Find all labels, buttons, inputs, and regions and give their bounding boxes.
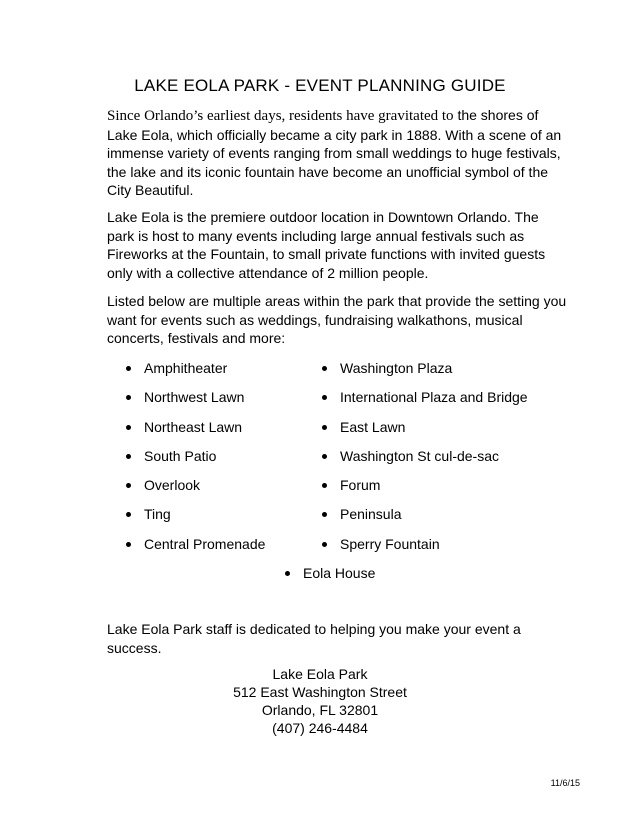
list-item: Northeast Lawn	[126, 418, 265, 447]
intro-serif-text: Since Orlando’s earliest days, residents have gravitated to	[107, 108, 454, 124]
list-item: Washington St cul-de-sac	[322, 447, 528, 476]
list-item-center: Eola House	[285, 564, 375, 582]
list-item: South Patio	[126, 447, 265, 476]
intro-text: the shores of Lake Eola, which officially became a city park in 1888. With a scene of an immense variety of events ranging from small weddings to huge festivals, the lake and its iconic fountain have become an unofficial symbol of the City Beautiful.	[107, 107, 562, 198]
list-item: Sperry Fountain	[322, 535, 528, 564]
contact-address	[0, 665, 640, 737]
document-title: LAKE EOLA PARK - EVENT PLANNING GUIDE	[134, 76, 506, 95]
list-item: East Lawn	[322, 418, 528, 447]
list-item: Forum	[322, 476, 528, 505]
list-item: Northwest Lawn	[126, 388, 265, 417]
areas-intro-paragraph: Listed below are multiple areas within the park that provide the setting you want for events such as weddings, fundraising walkathons, musical concerts, festivals and more:	[107, 293, 567, 346]
list-item: Central Promenade	[126, 535, 265, 564]
address-phone: (407) 246-4484	[272, 720, 368, 736]
list-item: Peninsula	[322, 505, 528, 534]
closing-statement: Lake Eola Park staff is dedicated to helping you make your event a success.	[107, 621, 521, 656]
list-item: Ting	[126, 505, 265, 534]
list-item: Amphitheater	[126, 359, 265, 388]
areas-list-left	[126, 359, 265, 564]
intro-paragraph	[107, 106, 567, 200]
venue-paragraph: Lake Eola is the premiere outdoor location in Downtown Orlando. The park is host to many events including large annual festivals such as Fireworks at the Fountain, to small private functions with invited guests only with a collective attendance of 2 million people.	[107, 209, 546, 281]
address-street: 512 East Washington Street	[233, 684, 407, 700]
address-name: Lake Eola Park	[272, 666, 368, 682]
document-date: 11/6/15	[550, 778, 580, 788]
list-item: Overlook	[126, 476, 265, 505]
list-item: Washington Plaza	[322, 359, 528, 388]
address-city: Orlando, FL 32801	[261, 702, 379, 718]
areas-list-right	[322, 359, 528, 564]
list-item: International Plaza and Bridge	[322, 388, 528, 417]
